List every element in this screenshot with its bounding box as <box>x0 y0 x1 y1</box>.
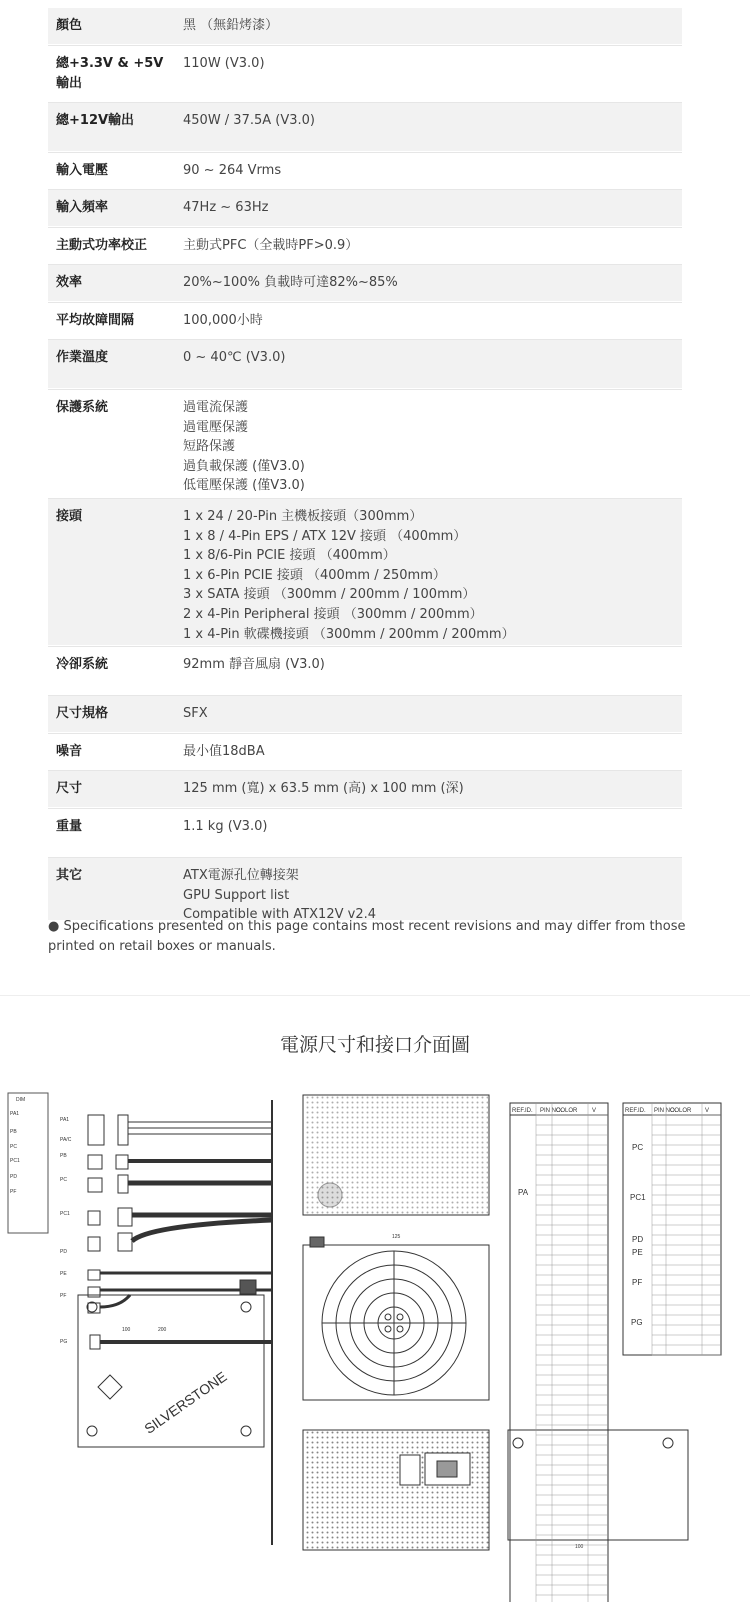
spec-label: 接頭 <box>56 509 83 524</box>
psu-bottom-view <box>508 1430 688 1550</box>
spec-row <box>48 152 682 190</box>
spec-label: 總+12V輸出 <box>56 113 135 128</box>
svg-text:PC1: PC1 <box>60 1211 70 1217</box>
spec-label: 總+3.3V & +5V 輸出 <box>56 56 164 91</box>
psu-fan-view <box>303 1234 489 1400</box>
spec-value <box>175 228 682 264</box>
spec-value-line: 1 x 8 / 4-Pin EPS / ATX 12V 接頭 （400mm） <box>183 528 467 544</box>
svg-text:PD: PD <box>10 1174 17 1180</box>
pin-group-pf: PF <box>632 1278 643 1287</box>
svg-text:PB: PB <box>60 1153 67 1159</box>
svg-text:PF: PF <box>60 1293 67 1299</box>
brand-logo: SILVERSTONE <box>141 1368 230 1437</box>
spec-value-line: 短路保護 <box>183 439 236 455</box>
spec-value-line: Compatible with ATX12V v2.4 <box>183 907 376 923</box>
spec-value-line: GPU Support list <box>183 887 290 903</box>
spec-value <box>175 734 682 770</box>
svg-text:PA1: PA1 <box>10 1111 20 1117</box>
svg-text:PA/C: PA/C <box>60 1137 72 1143</box>
spec-value-line: 110W (V3.0) <box>183 56 265 71</box>
pin-header-pin-2: PIN NO. <box>654 1108 677 1114</box>
spec-value-line: 47Hz ~ 63Hz <box>183 200 269 215</box>
spec-label: 顏色 <box>56 18 83 33</box>
svg-text:PD: PD <box>60 1249 67 1255</box>
spec-note: ● Specifications presented on this page contains most recent revisions and may differ from those printed on retail boxes or manuals. <box>48 919 686 954</box>
spec-value-line: 20%~100% 負載時可達82%~85% <box>183 275 398 290</box>
cable-layout-drawing <box>8 1093 272 1545</box>
spec-value-line: 過負載保護 (僅V3.0) <box>183 458 305 474</box>
spec-label: 平均故障間隔 <box>56 313 135 328</box>
spec-value <box>175 153 682 189</box>
spec-value-line: 過電流保護 <box>183 400 249 415</box>
pin-group-pe: PE <box>632 1248 643 1257</box>
spec-value-line: ATX電源孔位轉接架 <box>183 868 299 883</box>
dim-label-100: 100 <box>122 1327 131 1333</box>
spec-row <box>48 389 682 499</box>
dim-label-200: 200 <box>158 1327 167 1333</box>
pin-header-pin: PIN NO. <box>540 1108 563 1114</box>
pin-header-v: V <box>592 1108 597 1114</box>
spec-row <box>48 771 682 808</box>
spec-value-line: 主動式PFC（全載時PF>0.9） <box>183 238 359 253</box>
spec-row <box>48 696 682 733</box>
svg-text:PC: PC <box>60 1177 67 1183</box>
pin-header-v-2: V <box>705 1108 710 1114</box>
spec-value <box>175 499 682 645</box>
spec-value-line: 1 x 8/6-Pin PCIE 接頭 （400mm） <box>183 548 396 564</box>
pin-group-pa: PA <box>518 1188 529 1197</box>
spec-label: 作業溫度 <box>56 350 109 365</box>
pin-group-pg: PG <box>631 1318 643 1327</box>
pin-header-ref: REF.ID. <box>512 1108 533 1114</box>
spec-value <box>175 340 682 388</box>
svg-text:DIM: DIM <box>16 1097 26 1103</box>
spec-value <box>175 390 682 498</box>
spec-value-line: 3 x SATA 接頭 （300mm / 200mm / 100mm） <box>183 587 476 603</box>
spec-value <box>175 303 682 339</box>
svg-text:PC1: PC1 <box>10 1158 20 1164</box>
spec-value-line: 1.1 kg (V3.0) <box>183 819 268 834</box>
spec-row <box>48 808 682 858</box>
spec-value <box>175 858 682 923</box>
pin-table-right <box>623 1103 721 1355</box>
spec-row <box>48 302 682 340</box>
spec-value <box>175 46 682 102</box>
pin-group-pc1: PC1 <box>630 1193 646 1202</box>
spec-row <box>48 646 682 696</box>
spec-value-line: 最小值18dBA <box>183 744 265 759</box>
spec-value-line: 125 mm (寬) x 63.5 mm (高) x 100 mm (深) <box>183 781 464 796</box>
pin-header-ref-2: REF.ID. <box>625 1108 646 1114</box>
pin-group-pc: PC <box>632 1143 644 1152</box>
spec-value <box>175 103 682 151</box>
dim-label-bottom-100: 100 <box>575 1544 584 1550</box>
svg-text:PE: PE <box>60 1271 67 1277</box>
spec-label: 冷卻系統 <box>56 657 109 672</box>
spec-row <box>48 227 682 265</box>
svg-text:PA1: PA1 <box>60 1117 70 1123</box>
spec-value <box>175 190 682 226</box>
spec-value <box>175 771 682 807</box>
spec-value-line: 1 x 4-Pin 軟碟機接頭 （300mm / 200mm / 200mm） <box>183 626 515 642</box>
spec-label: 重量 <box>56 819 83 834</box>
psu-rear-view <box>303 1430 489 1550</box>
spec-value-line: 450W / 37.5A (V3.0) <box>183 113 315 128</box>
spec-label: 保護系統 <box>56 400 109 415</box>
spec-label: 主動式功率校正 <box>56 238 148 253</box>
spec-row <box>48 499 682 646</box>
spec-row <box>48 103 682 152</box>
spec-value-line: 1 x 6-Pin PCIE 接頭 （400mm / 250mm） <box>183 567 446 583</box>
pin-header-color: COLOR <box>556 1108 578 1114</box>
spec-value-line: 黑 （無鉛烤漆） <box>183 18 279 33</box>
svg-text:PC: PC <box>10 1144 17 1150</box>
spec-value-line: 過電壓保護 <box>183 419 249 435</box>
spec-label: 輸入電壓 <box>56 163 109 178</box>
svg-text:PF: PF <box>10 1189 17 1195</box>
spec-value-line: 1 x 24 / 20-Pin 主機板接頭（300mm） <box>183 509 423 524</box>
spec-table <box>48 8 682 921</box>
svg-text:PB: PB <box>10 1129 17 1135</box>
spec-value-line: 92mm 靜音風扇 (V3.0) <box>183 657 325 672</box>
spec-value-line: 低電壓保護 (僅V3.0) <box>183 478 305 494</box>
spec-value-line: 2 x 4-Pin Peripheral 接頭 （300mm / 200mm） <box>183 606 483 622</box>
spec-row <box>48 8 682 45</box>
spec-value <box>175 809 682 857</box>
spec-label: 輸入頻率 <box>56 200 109 215</box>
spec-value-line: 0 ~ 40℃ (V3.0) <box>183 350 286 365</box>
spec-row <box>48 340 682 389</box>
spec-label: 尺寸 <box>56 781 83 796</box>
spec-value <box>175 8 682 44</box>
psu-side-view <box>78 1280 264 1447</box>
spec-label: 效率 <box>56 275 83 290</box>
spec-value-line: SFX <box>183 706 208 721</box>
spec-row <box>48 45 682 103</box>
spec-value-line: 100,000小時 <box>183 313 263 328</box>
spec-value <box>175 265 682 301</box>
spec-value <box>175 647 682 695</box>
pin-header-color-2: COLOR <box>670 1108 692 1114</box>
spec-row <box>48 190 682 227</box>
pin-table-grid <box>536 1103 721 1602</box>
spec-row <box>48 858 682 921</box>
spec-label: 尺寸規格 <box>56 706 109 721</box>
pin-table-left <box>510 1103 608 1602</box>
psu-top-view <box>303 1095 489 1215</box>
spec-value <box>175 696 682 732</box>
spec-row <box>48 265 682 302</box>
pin-group-pd: PD <box>632 1235 644 1244</box>
spec-label: 其它 <box>56 868 83 883</box>
spec-row <box>48 733 682 771</box>
section-divider <box>0 995 750 996</box>
spec-value-line: 90 ~ 264 Vrms <box>183 163 282 178</box>
diagram-title: 電源尺寸和接口介面圖 <box>279 1034 470 1056</box>
spec-label: 噪音 <box>56 744 83 759</box>
psu-dimension-diagram <box>0 1075 750 1602</box>
dim-label-125: 125 <box>392 1234 401 1240</box>
svg-text:PG: PG <box>60 1339 68 1345</box>
